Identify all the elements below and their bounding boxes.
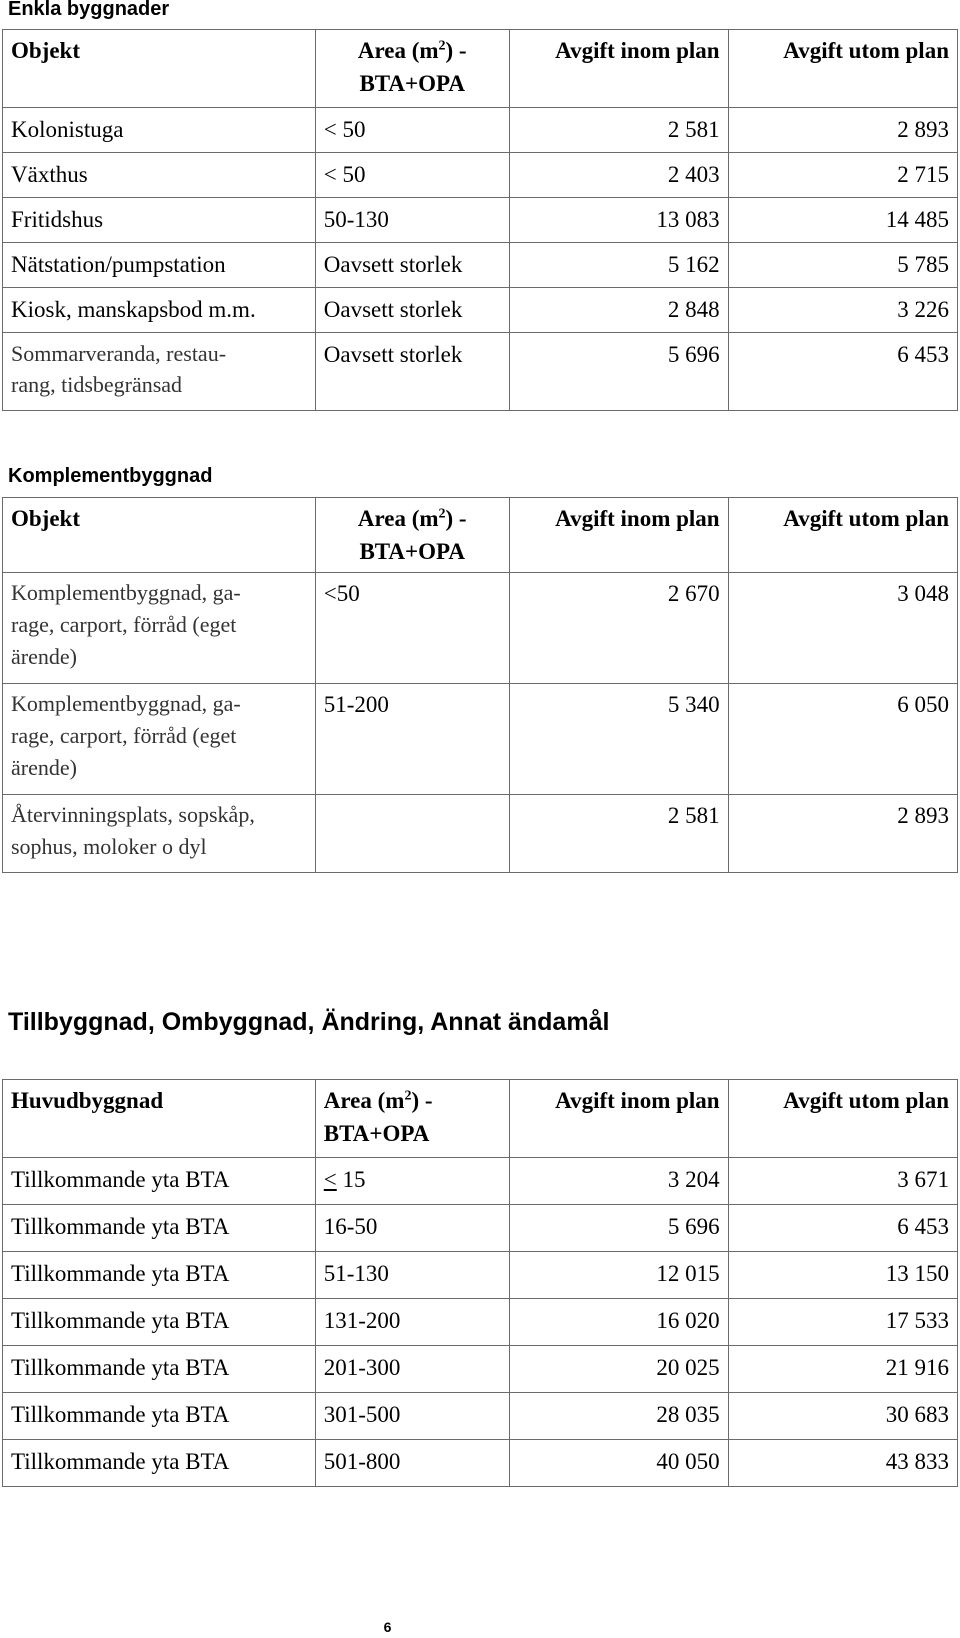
cell-inside: 5 340 <box>509 684 728 795</box>
cell-objekt: Komplementbyggnad, ga- rage, carport, förråd (eget ärende) <box>3 573 316 684</box>
cell-area: 501-800 <box>315 1440 509 1487</box>
cell-outside: 6 453 <box>728 333 957 411</box>
cell-area: Oavsett storlek <box>315 288 509 333</box>
header-objekt: Objekt <box>3 30 316 108</box>
table-row <box>3 573 958 684</box>
cell-inside: 12 015 <box>509 1252 728 1299</box>
cell-inside: 28 035 <box>509 1393 728 1440</box>
cell-inside: 2 848 <box>509 288 728 333</box>
cell-objekt: Tillkommande yta BTA <box>3 1299 316 1346</box>
cell-inside: 5 162 <box>509 243 728 288</box>
cell-area: 16-50 <box>315 1205 509 1252</box>
cell-objekt: Tillkommande yta BTA <box>3 1393 316 1440</box>
section-title-enkla-byggnader: Enkla byggnader <box>8 0 170 20</box>
header-avgift-inom: Avgift inom plan <box>509 1080 728 1158</box>
less-equal-symbol: < <box>323 1167 337 1192</box>
page-number: 6 <box>383 1619 392 1635</box>
header-avgift-inom: Avgift inom plan <box>509 30 728 108</box>
table-row <box>3 684 958 795</box>
header-avgift-inom: Avgift inom plan <box>509 498 728 573</box>
header-avgift-utom: Avgift utom plan <box>728 30 957 108</box>
table-row <box>3 198 958 243</box>
table-row <box>3 333 958 411</box>
cell-outside: 21 916 <box>728 1346 957 1393</box>
table-header-row <box>3 1080 958 1158</box>
cell-objekt: Tillkommande yta BTA <box>3 1440 316 1487</box>
cell-area: < 15 <box>315 1158 509 1205</box>
cell-outside: 17 533 <box>728 1299 957 1346</box>
header-avgift-utom: Avgift utom plan <box>728 498 957 573</box>
cell-outside: 14 485 <box>728 198 957 243</box>
section-title-komplementbyggnad: Komplementbyggnad <box>8 465 213 487</box>
cell-objekt: Växthus <box>3 153 316 198</box>
cell-area: Oavsett storlek <box>315 333 509 411</box>
cell-area: 131-200 <box>315 1299 509 1346</box>
cell-area: 301-500 <box>315 1393 509 1440</box>
header-objekt: Objekt <box>3 498 316 573</box>
cell-inside: 40 050 <box>509 1440 728 1487</box>
cell-outside: 3 226 <box>728 288 957 333</box>
cell-inside: 2 403 <box>509 153 728 198</box>
cell-area: 50-130 <box>315 198 509 243</box>
cell-area: Oavsett storlek <box>315 243 509 288</box>
cell-inside: 2 670 <box>509 573 728 684</box>
cell-objekt: Återvinningsplats, sopskåp, sophus, moloker o dyl <box>3 795 316 873</box>
cell-inside: 13 083 <box>509 198 728 243</box>
table-enkla-byggnader <box>2 29 958 411</box>
table-row <box>3 795 958 873</box>
header-area: Area $(m^2)$ - BTA+OPA <box>315 30 509 108</box>
cell-area <box>315 795 509 873</box>
cell-outside: 2 893 <box>728 795 957 873</box>
cell-area: 201-300 <box>315 1346 509 1393</box>
table-header-row <box>3 498 958 573</box>
cell-outside: 6 453 <box>728 1205 957 1252</box>
table-row <box>3 288 958 333</box>
cell-inside: 5 696 <box>509 333 728 411</box>
cell-objekt: Tillkommande yta BTA <box>3 1346 316 1393</box>
cell-area: 51-200 <box>315 684 509 795</box>
section-title-tillbyggnad: Tillbyggnad, Ombyggnad, Ändring, Annat ändamål <box>8 1008 610 1036</box>
table-row <box>3 243 958 288</box>
table-row <box>3 1440 958 1487</box>
cell-area: < 50 <box>315 108 509 153</box>
table-row <box>3 1346 958 1393</box>
table-row <box>3 1158 958 1205</box>
cell-outside: 3 048 <box>728 573 957 684</box>
cell-area: < 50 <box>315 153 509 198</box>
table-row <box>3 108 958 153</box>
cell-outside: 43 833 <box>728 1440 957 1487</box>
table-tillbyggnad <box>2 1079 958 1487</box>
table-row <box>3 1299 958 1346</box>
table-komplementbyggnad <box>2 497 958 873</box>
cell-outside: 30 683 <box>728 1393 957 1440</box>
header-avgift-utom: Avgift utom plan <box>728 1080 957 1158</box>
cell-outside: 5 785 <box>728 243 957 288</box>
cell-objekt: Tillkommande yta BTA <box>3 1252 316 1299</box>
cell-outside: 2 893 <box>728 108 957 153</box>
cell-objekt: Kiosk, manskapsbod m.m. <box>3 288 316 333</box>
cell-objekt: Fritidshus <box>3 198 316 243</box>
cell-area: <50 <box>315 573 509 684</box>
header-area: Area $(m^2)$ - BTA+OPA <box>315 498 509 573</box>
cell-objekt: Tillkommande yta BTA <box>3 1205 316 1252</box>
cell-objekt: Sommarveranda, restau- rang, tidsbegränsad <box>3 333 316 411</box>
table-row <box>3 153 958 198</box>
cell-outside: 3 671 <box>728 1158 957 1205</box>
table-row <box>3 1393 958 1440</box>
header-area: Area $(m^2)$ - BTA+OPA <box>315 1080 509 1158</box>
cell-outside: 13 150 <box>728 1252 957 1299</box>
cell-inside: 2 581 <box>509 108 728 153</box>
cell-objekt: Komplementbyggnad, ga- rage, carport, förråd (eget ärende) <box>3 684 316 795</box>
header-huvudbyggnad: Huvudbyggnad <box>3 1080 316 1158</box>
cell-outside: 6 050 <box>728 684 957 795</box>
cell-inside: 3 204 <box>509 1158 728 1205</box>
cell-objekt: Nätstation/pumpstation <box>3 243 316 288</box>
cell-inside: 5 696 <box>509 1205 728 1252</box>
cell-inside: 2 581 <box>509 795 728 873</box>
cell-outside: 2 715 <box>728 153 957 198</box>
table-row <box>3 1205 958 1252</box>
cell-inside: 16 020 <box>509 1299 728 1346</box>
cell-inside: 20 025 <box>509 1346 728 1393</box>
cell-area: 51-130 <box>315 1252 509 1299</box>
cell-objekt: Tillkommande yta BTA <box>3 1158 316 1205</box>
cell-objekt: Kolonistuga <box>3 108 316 153</box>
table-header-row <box>3 30 958 108</box>
table-row <box>3 1252 958 1299</box>
